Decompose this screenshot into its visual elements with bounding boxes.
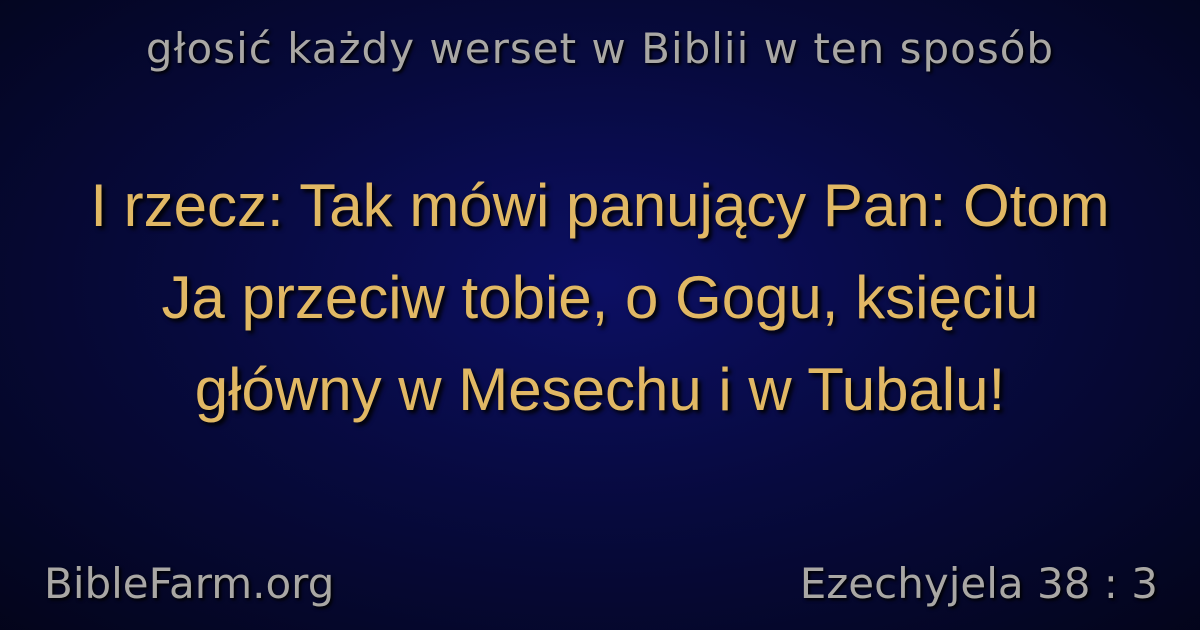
tagline: głosić każdy werset w Biblii w ten sposób <box>145 24 1055 73</box>
verse-reference: Ezechyjela 38 : 3 <box>799 559 1158 608</box>
verse-text: I rzecz: Tak mówi panujący Pan: Otom Ja przeciw tobie, o Gogu, księciu główny w Mesechu i w Tubalu! <box>90 172 1110 423</box>
site-name: BibleFarm.org <box>44 559 335 608</box>
